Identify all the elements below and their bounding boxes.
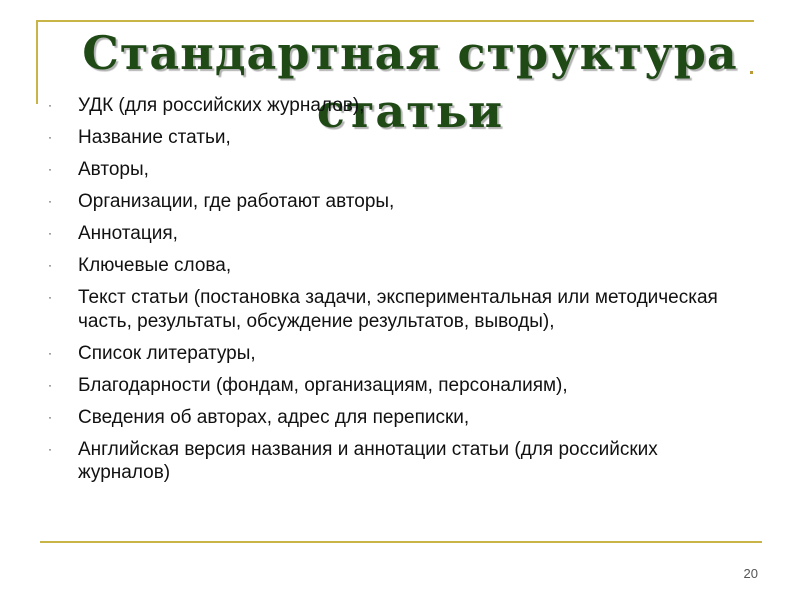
list-item-text: Название статьи, [78, 127, 231, 148]
list-item-text: Сведения об авторах, адрес для переписки, [78, 406, 470, 428]
list-item-text: Благодарности (фондам, организациям, персоналиям), [78, 374, 568, 396]
corner-dot [750, 71, 753, 74]
slide-title: Стандартная структура статьи [82, 26, 738, 138]
bullet-list [48, 94, 748, 493]
bullet-dot-icon: · [48, 258, 52, 272]
list-item-text: Ключевые слова, [78, 255, 232, 276]
list-item [48, 126, 748, 150]
list-item-text: Аннотация, [78, 223, 178, 244]
list-item-text: Текст статьи (постановка задачи, экспериментальная или методическая часть, результаты, обсуждение результатов, выводы), [78, 287, 718, 332]
list-item [48, 158, 748, 182]
frame-left-line [36, 20, 38, 104]
bullet-dot-icon: · [48, 162, 52, 176]
bullet-dot-icon: · [48, 290, 52, 304]
list-item-text: Авторы, [78, 159, 149, 180]
list-item [48, 94, 748, 118]
bullet-dot-icon: · [48, 441, 52, 456]
bullet-dot-icon: · [48, 194, 52, 208]
list-item [48, 438, 748, 485]
list-item [48, 222, 748, 246]
frame-top-line [36, 20, 754, 22]
bullet-dot-icon: · [48, 409, 52, 424]
list-item [48, 342, 748, 366]
list-item [48, 190, 748, 214]
list-item-text: УДК (для российских журналов), [78, 95, 365, 116]
list-item-text: Английская версия названия и аннотации статьи (для российских журналов) [78, 438, 658, 483]
list-item-text: Список литературы, [78, 342, 256, 364]
bullet-dot-icon: · [48, 226, 52, 240]
bullet-dot-icon: · [48, 130, 52, 144]
list-item-text: Организации, где работают авторы, [78, 191, 395, 212]
bullet-dot-icon: · [48, 98, 52, 112]
list-item [48, 286, 748, 333]
bullet-dot-icon: · [48, 345, 52, 360]
page-number: 20 [743, 566, 758, 581]
bullet-dot-icon: · [48, 377, 52, 392]
list-item [48, 406, 748, 430]
frame-bottom-line [40, 541, 762, 543]
list-item [48, 374, 748, 398]
list-item [48, 254, 748, 278]
